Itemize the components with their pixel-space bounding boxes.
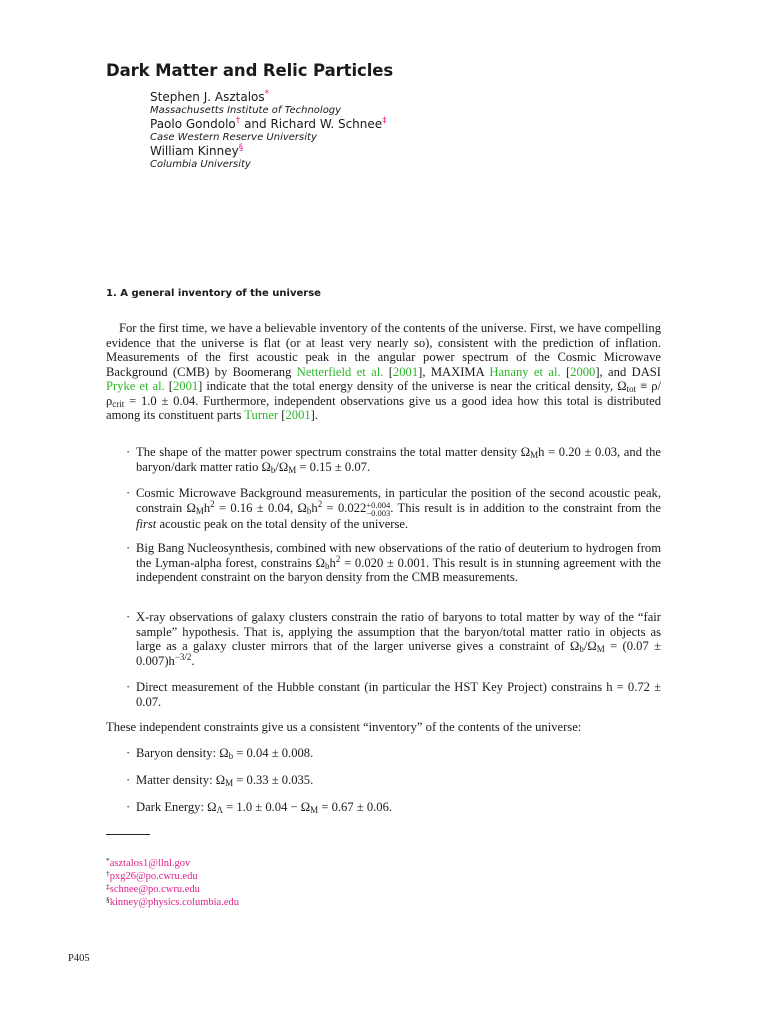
citation-link[interactable]: Turner: [244, 408, 279, 422]
footnote-mark[interactable]: *: [264, 89, 270, 99]
author-name: [150, 144, 710, 158]
list-item-text: Baryon density: $\Omega_b = 0.04 \pm 0.008$.: [136, 746, 314, 761]
footnote-mark[interactable]: ‡: [382, 116, 387, 126]
author-name: [150, 90, 710, 104]
footnote: [106, 857, 239, 870]
bullet-marker: ·: [126, 800, 131, 814]
citation-link[interactable]: Pryke et al.: [106, 379, 165, 393]
paper-title: Dark Matter and Relic Particles: [106, 61, 394, 80]
section-heading: 1. A general inventory of the universe: [106, 288, 321, 299]
author-affiliation: Massachusetts Institute of Technology: [150, 105, 342, 116]
citation-year-link[interactable]: 2001: [285, 408, 311, 422]
error-bounds: +0.004 −0.003: [366, 499, 391, 518]
citation-year-link[interactable]: 2001: [172, 379, 199, 393]
footnote-mark: *: [106, 856, 110, 865]
paragraph-text: .: [314, 408, 319, 422]
citation-year-link[interactable]: 2001: [392, 364, 419, 379]
subscript: crit: [112, 398, 125, 409]
subscript: tot: [626, 384, 637, 394]
author-block: [150, 90, 710, 171]
footnotes: [106, 857, 239, 909]
author-name-text: Paolo Gondolo: [150, 117, 236, 131]
list-item: [126, 680, 661, 709]
author-name: [150, 117, 710, 131]
citation-link[interactable]: Hanany et al.: [489, 364, 561, 379]
email-link[interactable]: pxg26@po.cwru.edu: [109, 871, 198, 882]
footnote: [106, 896, 239, 909]
paragraph-text: For the first time, we have a believable inventory of the contents of the universe. First, we have compelling evidence that the universe is flat (or at least very nearly so), consistent with the prediction of inflation. Measurements of the first acoustic peak in the angular power spectrum of the Cosmic Microwave Background (CMB) by Boomerang: [106, 321, 661, 379]
footnote-mark: †: [106, 869, 110, 878]
page-number: P405: [68, 953, 90, 964]
list-item-text: Matter density: $\Omega_M = 0.33 \pm 0.035$.: [136, 773, 314, 788]
email-link[interactable]: kinney@physics.columbia.edu: [109, 897, 239, 908]
author-affiliation: Case Western Reserve University: [150, 132, 317, 143]
footnote: [106, 870, 239, 883]
footnote-mark: §: [106, 895, 110, 904]
list-item-text: Big Bang Nucleosynthesis, combined with new observations of the ratio of deuterium to hydrogen from the Lyman-alpha forest, constrains $\Omega_bh^2 = 0.020 \pm 0.001$. This result is in stunning agreement with the independent constraint on the baryon density from the CMB measurements.: [136, 541, 661, 584]
footnote: [106, 883, 239, 896]
bullet-marker: ·: [126, 610, 131, 624]
paragraph-text: , MAXIMA: [422, 364, 490, 379]
list-item-text: The shape of the matter power spectrum constrains the total matter density $\Omega_Mh = 0.20 \pm 0.03$, and the baryon/dark matter ratio $\Omega_b/\Omega_M = 0.15 \pm 0.07$.: [136, 445, 661, 475]
bullet-marker: ·: [126, 541, 131, 555]
list-item-text: Cosmic Microwave Background measurements, in particular the position of the second acoustic peak, constrain $\Omega_Mh^2 = 0.16 \pm 0.04$, $\Omega_bh^2 = 0.022+0.004$ −0.003. This result is in addition to the constraint from the first acoustic peak on the total density of the universe.: [136, 486, 662, 531]
footnote-mark: ‡: [106, 882, 110, 891]
citation-link[interactable]: Netterfield et al.: [296, 364, 384, 379]
paragraph-text: ≡ ρ/ρ: [106, 379, 661, 408]
list-item: [126, 486, 661, 531]
list-item: [126, 541, 661, 585]
bullet-marker: ·: [126, 445, 131, 459]
citation-year-link[interactable]: 2000: [570, 364, 596, 379]
paragraph-text: = 1.0 ± 0.04. Furthermore, independent observations give us a good idea how this total is distributed among its constituent parts: [106, 393, 661, 422]
author-name-text: Stephen J. Asztalos: [150, 90, 265, 104]
list-item-text: Direct measurement of the Hubble constant (in particular the HST Key Project) constrains h = 0.72 ± 0.07.: [136, 680, 661, 709]
author-name-text: and Richard W. Schnee: [240, 117, 383, 131]
list-item-text: X-ray observations of galaxy clusters constrain the ratio of baryons to total matter by way of the “fair sample” hypothesis. That is, applying the assumption that the baryon/total matter ratio in objects as large as a galaxy cluster mirrors that of the larger universe gives a constraint of $\Omega_b/\Omega_M = (0.07 \pm 0.007)h^{-3/2}$.: [136, 610, 661, 668]
list-item: [126, 445, 661, 474]
footnote-divider: [106, 834, 150, 835]
footnote-mark[interactable]: §: [238, 143, 244, 153]
list-item: [126, 746, 661, 761]
summary-line: These independent constraints give us a consistent “inventory” of the contents of the universe:: [106, 720, 582, 734]
author-name-text: William Kinney: [150, 144, 239, 158]
author-affiliation: Columbia University: [150, 159, 251, 170]
email-link[interactable]: asztalos1@llnl.gov: [109, 858, 191, 869]
footnote-mark[interactable]: †: [235, 116, 241, 126]
bullet-marker: ·: [126, 773, 131, 787]
list-item: [126, 773, 661, 788]
paragraph-text: indicate that the total energy density of the universe is near the critical density, Ω: [202, 379, 627, 393]
list-item-text: Dark Energy: $\Omega_\Lambda = 1.0 \pm 0.04 - \Omega_M = 0.67 \pm 0.06$.: [136, 800, 393, 815]
intro-paragraph: For the first time, we have a believable inventory of the contents of the universe. First, we have compelling evidence that the universe is flat (or at least very nearly so), consistent with the prediction of inflation. Measurements of the first acoustic peak in the angular power spectrum of the Cosmic Microwave Background (CMB) by Boomerang Netterfield et al. [2001], MAXIMA Hanany et al. [2000], and DASI Pryke et al. [2001] indicate that the total energy density of the universe is near the critical density, $\Omega_{tot} \equiv \rho/\rho_{crit} = 1.0 \pm 0.04$. Furthermore, independent observations give us a good idea how this total is distributed among its constituent parts Turner [2001].: [106, 321, 661, 422]
bullet-marker: ·: [126, 680, 131, 694]
list-item: [126, 800, 661, 815]
bullet-marker: ·: [126, 746, 131, 760]
paragraph-text: , and DASI: [599, 364, 661, 379]
list-item: [126, 610, 661, 668]
bullet-marker: ·: [126, 486, 131, 500]
email-link[interactable]: schnee@po.cwru.edu: [109, 884, 200, 895]
